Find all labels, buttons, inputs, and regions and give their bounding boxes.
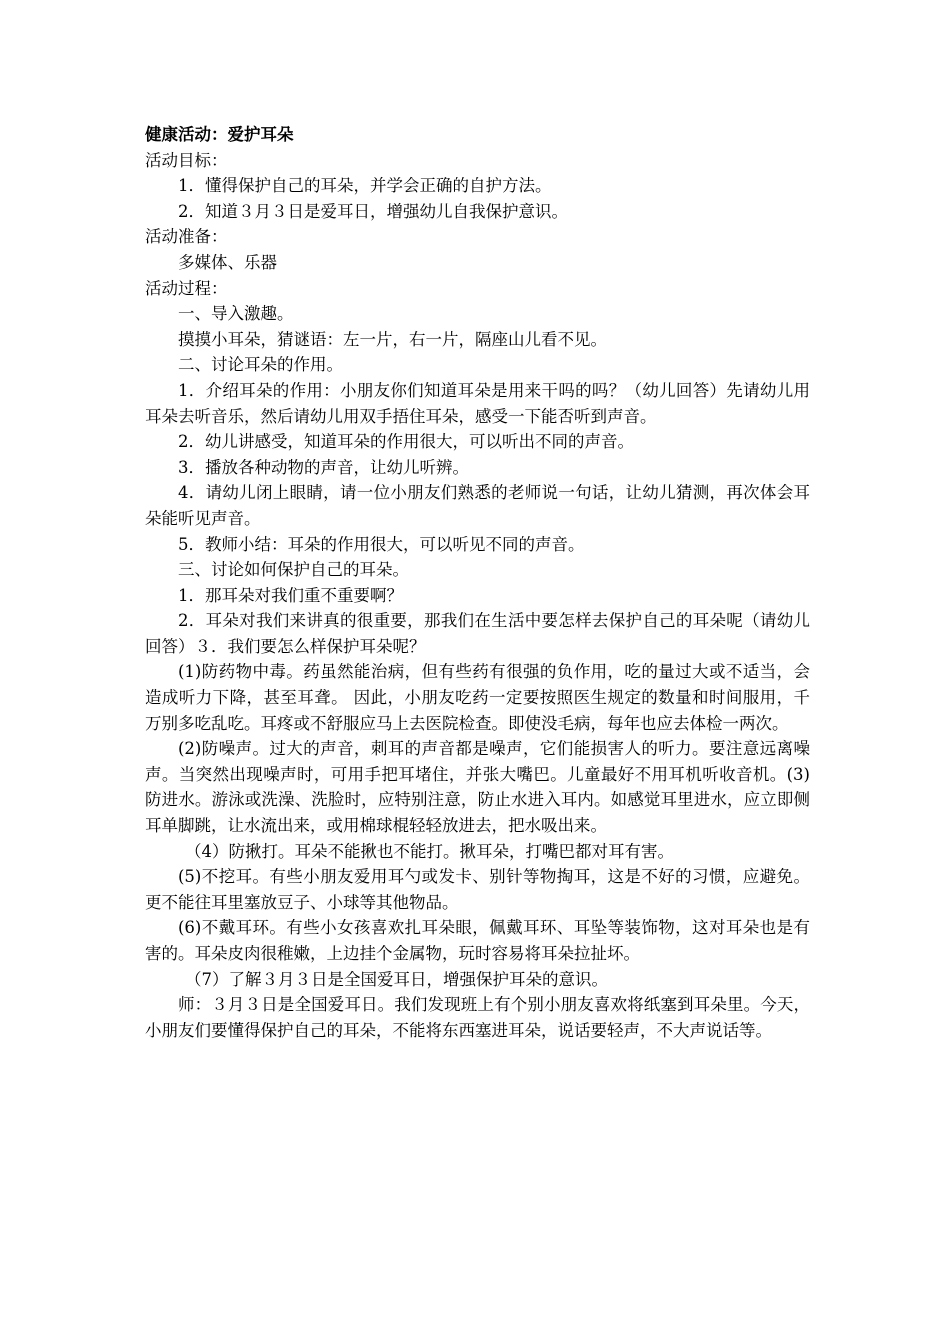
process-heading: 活动过程： xyxy=(145,278,228,298)
rule-6: (6)不戴耳环。有些小女孩喜欢扎耳朵眼，佩戴耳环、耳坠等装饰物，这对耳朵也是有害的。耳朵皮肉很稚嫩，上边挂个金属物，玩时容易将耳朵拉扯坏。 xyxy=(145,918,810,963)
teacher-summary: 师：３月３日是全国爱耳日。我们发现班上有个别小朋友喜欢将纸塞到耳朵里。今天，小朋友们要懂得保护自己的耳朵，不能将东西塞进耳朵，说话要轻声，不大声说话等。 xyxy=(145,995,810,1040)
prep-items: 多媒体、乐器 xyxy=(178,252,277,272)
prep-heading: 活动准备： xyxy=(145,227,228,247)
goal-item-1: 1．懂得保护自己的耳朵，并学会正确的自护方法。 xyxy=(178,176,552,196)
document-body xyxy=(145,122,810,1043)
goal-heading: 活动目标： xyxy=(145,150,228,170)
rule-4: （4）防揪打。耳朵不能揪也不能打。揪耳朵，打嘴巴都对耳有害。 xyxy=(185,841,674,861)
step3-paragraph-1: 1．那耳朵对我们重不重要啊？ xyxy=(178,585,403,605)
step2-paragraph-2: 2．幼儿讲感受，知道耳朵的作用很大，可以听出不同的声音。 xyxy=(178,432,634,452)
step2-paragraph-5: 5．教师小结：耳朵的作用很大，可以听见不同的声音。 xyxy=(178,534,585,554)
document-title: 健康活动：爱护耳朵 xyxy=(145,125,294,144)
step1-heading: 一、导入激趣。 xyxy=(178,304,294,324)
step3-paragraph-2: 2．耳朵对我们来讲真的很重要，那我们在生活中要怎样去保护自己的耳朵呢（请幼儿回答）３．我们要怎么样保护耳朵呢？ xyxy=(145,611,810,656)
step2-heading: 二、讨论耳朵的作用。 xyxy=(178,355,343,375)
rule-5: (5)不挖耳。有些小朋友爱用耳勺或发卡、别针等物掏耳，这是不好的习惯，应避免。更不能往耳里塞放豆子、小球等其他物品。 xyxy=(145,867,810,912)
step3-heading: 三、讨论如何保护自己的耳朵。 xyxy=(178,560,409,580)
step2-paragraph-4: 4．请幼儿闭上眼睛，请一位小朋友们熟悉的老师说一句话，让幼儿猜测，再次体会耳朵能听见声音。 xyxy=(145,483,810,528)
step2-paragraph-3: 3．播放各种动物的声音，让幼儿听辨。 xyxy=(178,457,469,477)
goal-item-2: 2．知道３月３日是爱耳日，增强幼儿自我保护意识。 xyxy=(178,201,568,221)
step1-text: 摸摸小耳朵，猜谜语：左一片，右一片，隔座山儿看不见。 xyxy=(178,329,607,349)
rule-7: （7）了解３月３日是全国爱耳日，增强保护耳朵的意识。 xyxy=(185,969,608,989)
rule-2-3: (2)防噪声。过大的声音，刺耳的声音都是噪声，它们能损害人的听力。要注意远离噪声。当突然出现噪声时，可用手把耳堵住，并张大嘴巴。儿童最好不用耳机听收音机。(3)防进水。游泳或洗澡、洗脸时，应特别注意，防止水进入耳内。如感觉耳里进水，应立即侧耳单脚跳，让水流出来，或用棉球棍轻轻放进去，把水吸出来。 xyxy=(145,739,810,836)
rule-1: (1)防药物中毒。药虽然能治病，但有些药有很强的负作用，吃的量过大或不适当，会造成听力下降，甚至耳聋。 因此，小朋友吃药一定要按照医生规定的数量和时间服用，千万别多吃乱吃。耳疼或不舒服应马上去医院检查。即使没毛病，每年也应去体检一两次。 xyxy=(145,662,810,733)
step2-paragraph-1: 1．介绍耳朵的作用：小朋友你们知道耳朵是用来干吗的吗？（幼儿回答）先请幼儿用耳朵去听音乐，然后请幼儿用双手捂住耳朵，感受一下能否听到声音。 xyxy=(145,380,810,426)
